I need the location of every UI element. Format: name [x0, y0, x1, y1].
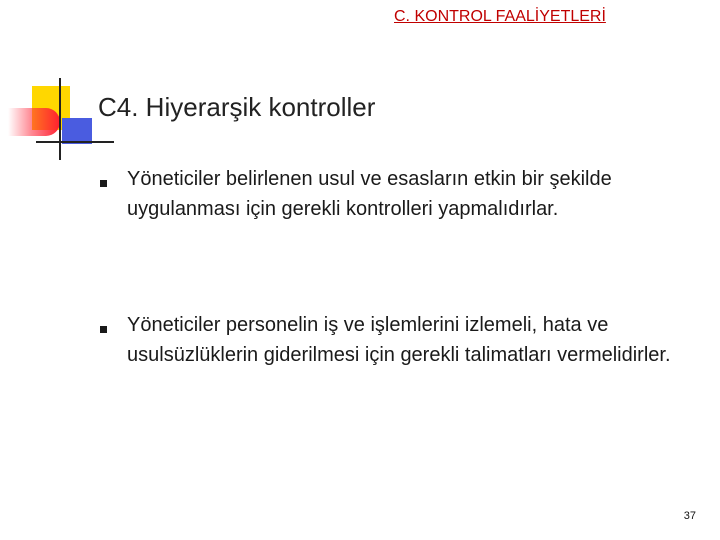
- bullet-square-icon: [100, 326, 107, 333]
- bullet-square-icon: [100, 180, 107, 187]
- bullet-text: Yöneticiler belirlenen usul ve esasların etkin bir şekilde uygulanması için gerekli kontrolleri yapmalıdırlar.: [127, 168, 612, 220]
- decorative-horizontal-line: [36, 141, 114, 143]
- page-number: 37: [683, 510, 696, 522]
- decorative-red-bar: [8, 108, 60, 136]
- header-link[interactable]: C. KONTROL FAALİYETLERİ: [394, 8, 606, 25]
- bullet-text: Yöneticiler personelin iş ve işlemlerini izlemeli, hata ve usulsüzlüklerin giderilmesi için gerekli talimatları vermelidirler.: [127, 314, 671, 366]
- slide-title: C4. Hiyerarşik kontroller: [98, 92, 376, 122]
- decorative-vertical-line: [59, 78, 61, 160]
